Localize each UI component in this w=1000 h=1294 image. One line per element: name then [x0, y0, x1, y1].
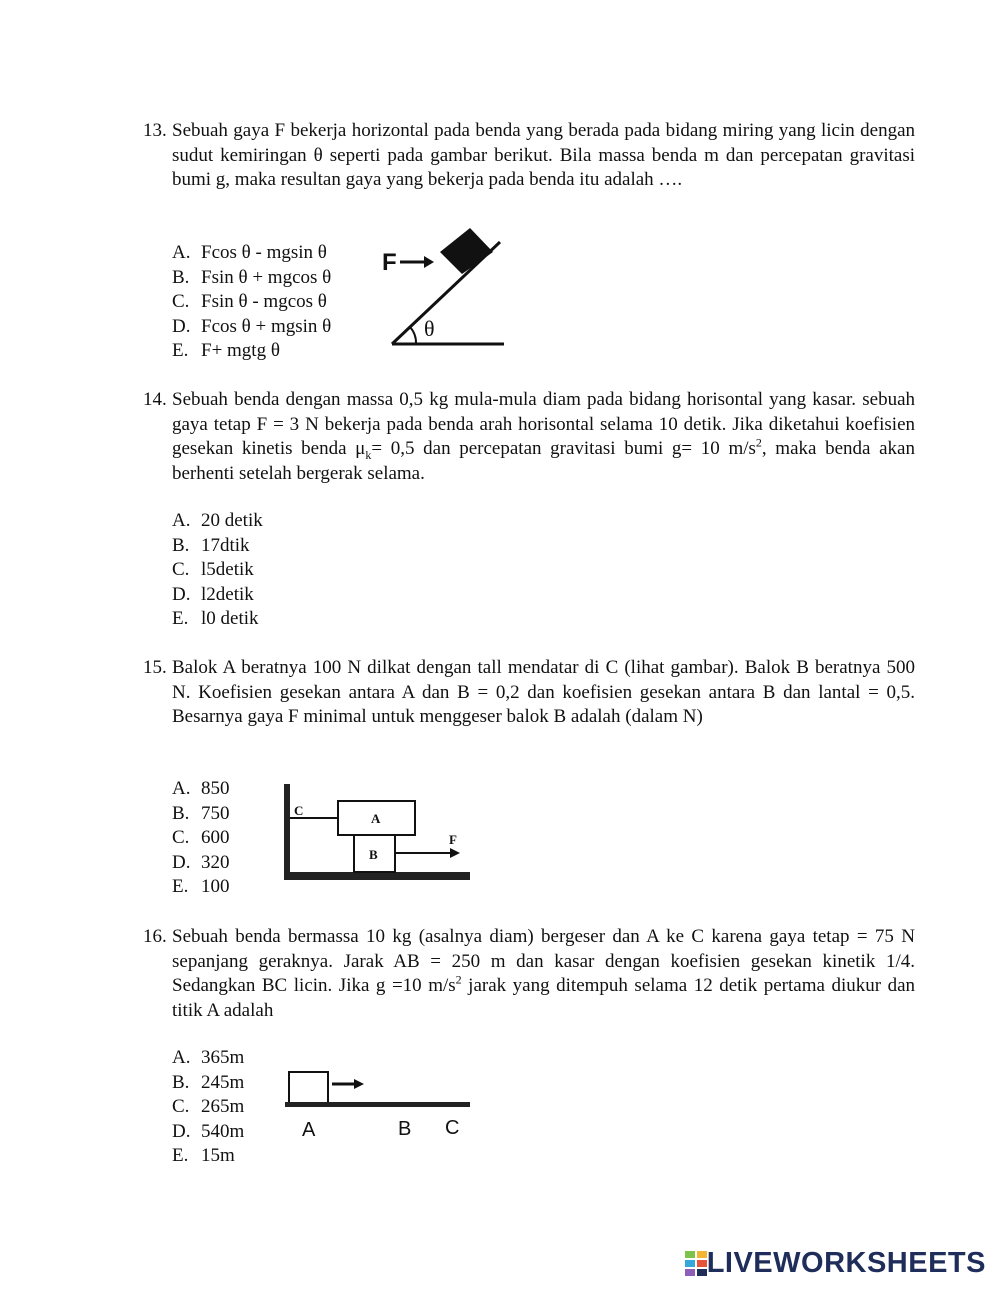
option-b[interactable]: B. 245m — [172, 1071, 245, 1093]
option-e[interactable]: E. F+ mgtg θ — [172, 340, 280, 361]
point-a-label: A — [302, 1119, 316, 1141]
option-a[interactable]: A. 850 — [172, 778, 230, 799]
option-b[interactable]: B. 17dtik — [172, 534, 250, 556]
question-number: 14. — [143, 389, 167, 410]
question-number: 15. — [143, 657, 167, 678]
option-d[interactable]: D. Fcos θ + mgsin θ — [172, 315, 332, 337]
option-e[interactable]: E. l0 detik — [172, 608, 259, 629]
label-c: C — [294, 803, 304, 818]
options-16 — [172, 1046, 244, 1169]
question-14 — [143, 388, 915, 486]
option-c[interactable]: C. l5detik — [172, 559, 254, 580]
liveworksheets-logo — [685, 1247, 986, 1280]
logo-text: LIVEWORKSHEETS — [706, 1247, 986, 1279]
question-text: Sebuah benda bermassa 10 kg (asalnya diam) bergeser dan A ke C karena gaya tetap = 75 N sepanjang geraknya. Jarak AB = 250 m dan kasar dengan koefisien gesekan kinetik 1/4. Sedangkan BC licin. Jika g =10 $m/s^2$ jarak yang ditempuh selama 12 detik pertama diukur dan titik A adalah — [172, 926, 916, 1021]
option-c[interactable]: C. 600 — [172, 827, 230, 848]
angle-label: θ — [424, 316, 435, 341]
option-b[interactable]: B. 750 — [172, 802, 230, 824]
option-d[interactable]: D. l2detik — [172, 583, 254, 605]
question-text: Sebuah benda dengan massa 0,5 kg mula-mula diam pada bidang horisontal yang kasar. sebuah gaya tetap F = 3 N bekerja pada benda arah horisontal selama 10 detik. Jika diketahui koefisien gesekan kinetis benda $\mu_k= 0,5$ dan percepatan gravitasi bumi g= 10 $m/s^2$, maka benda akan berhenti setelah bergerak selama. — [172, 389, 915, 484]
angle-arc — [410, 327, 416, 344]
question-15 — [143, 656, 915, 730]
question-number: 16. — [143, 926, 167, 947]
force-arrowhead — [354, 1079, 364, 1089]
question-number: 13. — [143, 120, 167, 141]
force-arrowhead — [424, 256, 434, 268]
options-15 — [172, 777, 230, 900]
point-b-label: B — [398, 1118, 412, 1140]
point-c-label: C — [445, 1117, 460, 1139]
option-c[interactable]: C. Fsin θ - mgcos θ — [172, 291, 327, 312]
floor — [284, 872, 470, 880]
block — [289, 1072, 328, 1103]
track-surface — [285, 1102, 470, 1107]
option-d[interactable]: D. 540m — [172, 1120, 245, 1142]
question-13 — [143, 119, 915, 193]
question-text: Balok A beratnya 100 N dilkat dengan tall mendatar di C (lihat gambar). Balok B beratnya 500 N. Koefisien gesekan antara A dan B = 0,2 dan koefisien gesekan antara B dan lantal = 0,5. Besarnya gaya F minimal untuk menggeser balok B adalah (dalam N) — [172, 657, 915, 728]
label-a: A — [371, 811, 381, 826]
force-label: F — [382, 249, 397, 276]
label-b: B — [369, 847, 378, 862]
option-d[interactable]: D. 320 — [172, 851, 230, 873]
options-13 — [172, 241, 331, 364]
option-c[interactable]: C. 265m — [172, 1096, 245, 1117]
option-e[interactable]: E. 15m — [172, 1145, 235, 1166]
option-a[interactable]: A. 365m — [172, 1047, 245, 1068]
block — [440, 228, 493, 274]
track-figure — [280, 1065, 476, 1145]
logo-blocks-icon — [685, 1251, 707, 1277]
option-a[interactable]: A. 20 detik — [172, 510, 263, 531]
stacked-blocks-figure — [280, 782, 474, 884]
label-f: F — [449, 832, 457, 847]
question-16 — [143, 925, 915, 1023]
force-arrowhead — [450, 848, 460, 858]
inclined-plane-figure — [378, 224, 508, 350]
option-e[interactable]: E. 100 — [172, 876, 230, 897]
wall — [284, 784, 290, 880]
option-b[interactable]: B. Fsin θ + mgcos θ — [172, 266, 332, 288]
options-14 — [172, 509, 263, 632]
question-text: Sebuah gaya F bekerja horizontal pada benda yang berada pada bidang miring yang licin dengan sudut kemiringan θ seperti pada gambar berikut. Bila massa benda m dan percepatan gravitasi bumi g, maka resultan gaya yang bekerja pada benda itu adalah …. — [172, 120, 915, 191]
option-a[interactable]: A. Fcos θ - mgsin θ — [172, 242, 327, 263]
